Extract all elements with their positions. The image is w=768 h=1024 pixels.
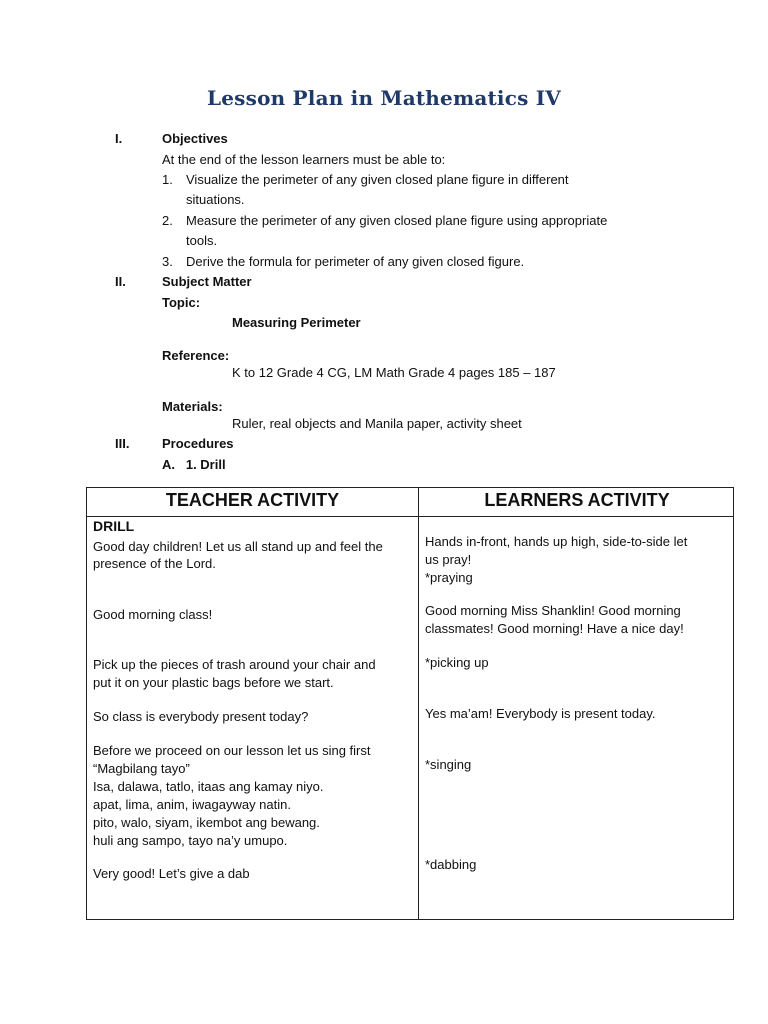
teacher-line: Good morning class!	[93, 607, 213, 622]
teacher-line: presence of the Lord.	[93, 556, 216, 571]
topic-value: Measuring Perimeter	[232, 315, 361, 330]
learner-line: us pray!	[425, 552, 472, 567]
table-header-divider	[87, 516, 733, 517]
procedures-heading: Procedures	[162, 436, 234, 451]
materials-label: Materials:	[162, 399, 223, 414]
activity-table	[86, 487, 734, 920]
learner-line: Hands in-front, hands up high, side-to-side let	[425, 534, 688, 549]
teacher-activity-header: TEACHER ACTIVITY	[165, 490, 340, 510]
learner-line: Yes ma’am! Everybody is present today.	[425, 706, 656, 721]
reference-value: K to 12 Grade 4 CG, LM Math Grade 4 pages 185 – 187	[232, 365, 556, 380]
table-column-divider	[418, 488, 419, 919]
objective-text: Derive the formula for perimeter of any given closed figure.	[186, 254, 525, 269]
learner-line: classmates! Good morning! Have a nice day!	[425, 621, 684, 636]
objective-number: 1.	[162, 172, 173, 187]
reference-label: Reference:	[162, 348, 230, 363]
teacher-line: Very good! Let’s give a dab	[93, 866, 250, 881]
teacher-line: pito, walo, siyam, ikembot ang bewang.	[93, 815, 320, 830]
teacher-line: apat, lima, anim, iwagayway natin.	[93, 797, 291, 812]
learner-line: *picking up	[425, 655, 489, 670]
subject-matter-heading: Subject Matter	[162, 274, 252, 289]
learner-line: Good morning Miss Shanklin! Good morning	[425, 603, 681, 618]
teacher-line: Before we proceed on our lesson let us sing first	[93, 743, 371, 758]
teacher-line: So class is everybody present today?	[93, 709, 309, 724]
learner-line: *dabbing	[425, 857, 477, 872]
learner-line: *singing	[425, 757, 472, 772]
drill-label: DRILL	[93, 518, 135, 534]
teacher-line: Isa, dalawa, tatlo, itaas ang kamay niyo.	[93, 779, 324, 794]
objective-text: Measure the perimeter of any given closed plane figure using appropriate	[186, 213, 608, 228]
document-title: Lesson Plan in Mathematics IV	[207, 86, 561, 110]
section-numeral-subject-matter: II.	[115, 274, 126, 289]
learners-activity-header: LEARNERS ACTIVITY	[484, 490, 670, 510]
section-numeral-procedures: III.	[115, 436, 130, 451]
topic-label: Topic:	[162, 295, 201, 310]
teacher-line: Pick up the pieces of trash around your chair and	[93, 657, 376, 672]
objective-number: 2.	[162, 213, 173, 228]
teacher-line: “Magbilang tayo”	[93, 761, 190, 776]
learner-line: *praying	[425, 570, 473, 585]
teacher-line: put it on your plastic bags before we start.	[93, 675, 334, 690]
objective-text-continued: tools.	[186, 233, 218, 248]
section-numeral-objectives: I.	[115, 131, 123, 146]
teacher-line: huli ang sampo, tayo na’y umupo.	[93, 833, 288, 848]
objectives-heading: Objectives	[162, 131, 228, 146]
procedures-subitem-drill: A. 1. Drill	[162, 457, 226, 472]
materials-value: Ruler, real objects and Manila paper, activity sheet	[232, 416, 522, 431]
objective-text-continued: situations.	[186, 192, 245, 207]
teacher-line: Good day children! Let us all stand up and feel the	[93, 539, 383, 554]
objective-number: 3.	[162, 254, 173, 269]
objective-text: Visualize the perimeter of any given closed plane figure in different	[186, 172, 569, 187]
objectives-intro: At the end of the lesson learners must be able to:	[162, 152, 446, 167]
